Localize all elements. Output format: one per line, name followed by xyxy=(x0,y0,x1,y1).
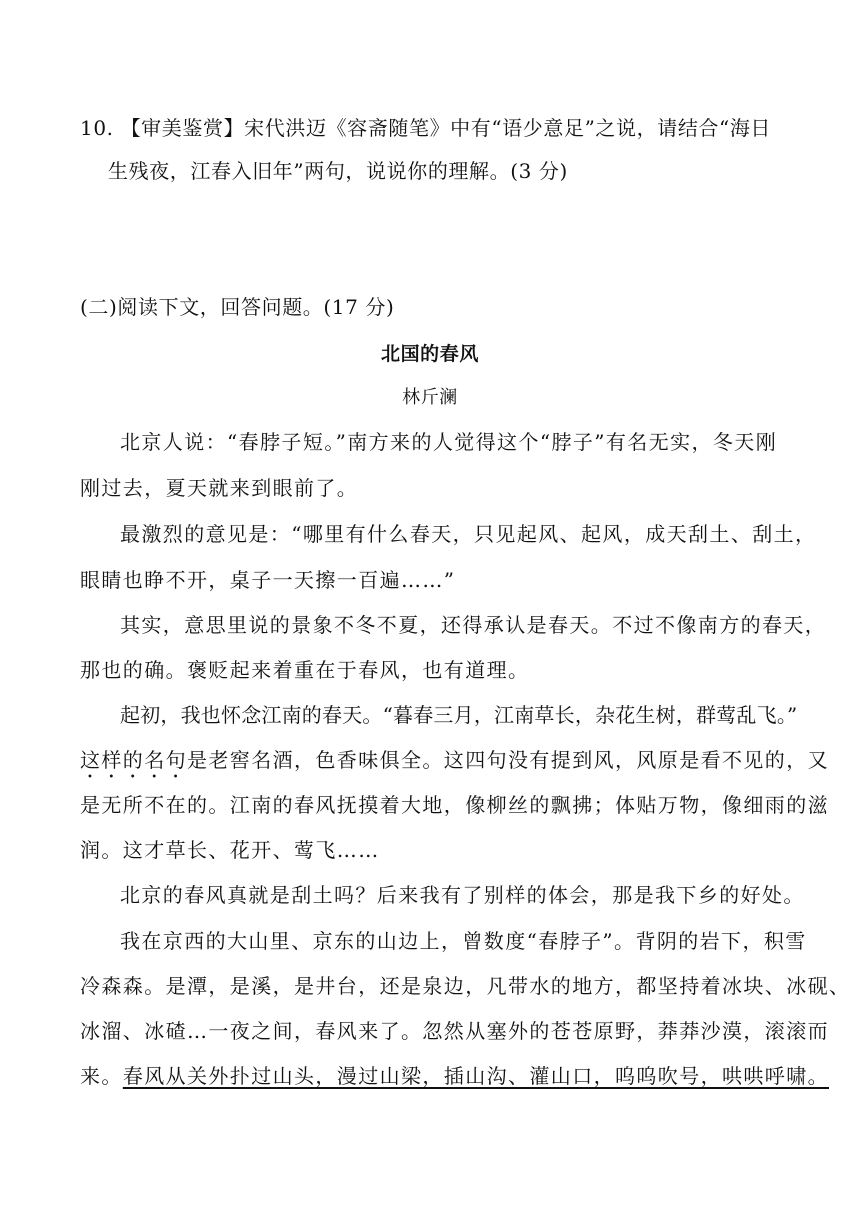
emphasized-phrase: 这样的名句 xyxy=(80,748,187,772)
paragraph-4-line-4: 润。这才草长、花开、莺飞…… xyxy=(80,838,380,862)
article-title: 北国的春风 xyxy=(380,343,479,365)
article-author: 林斤澜 xyxy=(402,387,458,408)
paragraph-4-line-2 xyxy=(80,746,829,783)
question-10-line-1: 10. 【审美鉴赏】宋代洪迈《容斋随笔》中有“语少意足”之说，请结合“海日 xyxy=(80,116,772,140)
question-10-line-2: 生残夜，江春入旧年”两句，说说你的理解。(3 分) xyxy=(108,159,568,183)
paragraph-1-line-1: 北京人说：“春脖子短。”南方来的人觉得这个“脖子”有名无实，冬天刚 xyxy=(120,430,778,454)
paragraph-4-line-3: 是无所不在的。江南的春风抚摸着大地，像柳丝的飘拂；体贴万物，像细雨的滋 xyxy=(80,793,829,817)
section-2-heading: (二)阅读下文，回答问题。(17 分) xyxy=(80,295,395,319)
paragraph-2-line-1: 最激烈的意见是：“哪里有什么春天，只见起风、起风，成天刮土、刮土， xyxy=(120,522,817,546)
paragraph-5-line-1: 北京的春风真就是刮土吗？后来我有了别样的体会，那是我下乡的好处。 xyxy=(120,883,805,907)
paragraph-6-line-2: 冷森森。是潭，是溪，是井台，还是泉边，凡带水的地方，都坚持着冰块、冰砚、 xyxy=(80,974,851,998)
paragraph-3-line-2: 那也的确。褒贬起来着重在于春风，也有道理。 xyxy=(80,658,530,682)
paragraph-3-line-1: 其实，意思里说的景象不冬不夏，还得承认是春天。不过不像南方的春天， xyxy=(120,613,827,637)
paragraph-2-line-2: 眼睛也睁不开，桌子一天擦一百遍……” xyxy=(80,568,456,592)
paragraph-1-line-2: 刚过去，夏天就来到眼前了。 xyxy=(80,476,359,500)
paragraph-6-line-3: 冰溜、冰碴…一夜之间，春风来了。忽然从塞外的苍苍原野，莽莽沙漠，滚滚而 xyxy=(80,1019,829,1043)
paragraph-6-line-1: 我在京西的大山里、京东的山边上，曾数度“春脖子”。背阴的岩下，积雪 xyxy=(120,929,807,953)
paragraph-4-line-1: 起初，我也怀念江南的春天。“暮春三月，江南草长，杂花生树，群莺乱飞。” xyxy=(120,703,798,727)
paragraph-4-line-2-rest: 是老窖名酒，色香味俱全。这四句没有提到风，风原是看不见的，又 xyxy=(187,748,829,772)
underlined-sentence: 春风从关外扑过山头，漫过山梁，插山沟、灌山口，呜呜吹号，哄哄呼啸。 xyxy=(122,1064,830,1088)
paragraph-6-line-4-pre: 来。 xyxy=(80,1064,123,1088)
paragraph-6-line-4 xyxy=(80,1062,830,1090)
